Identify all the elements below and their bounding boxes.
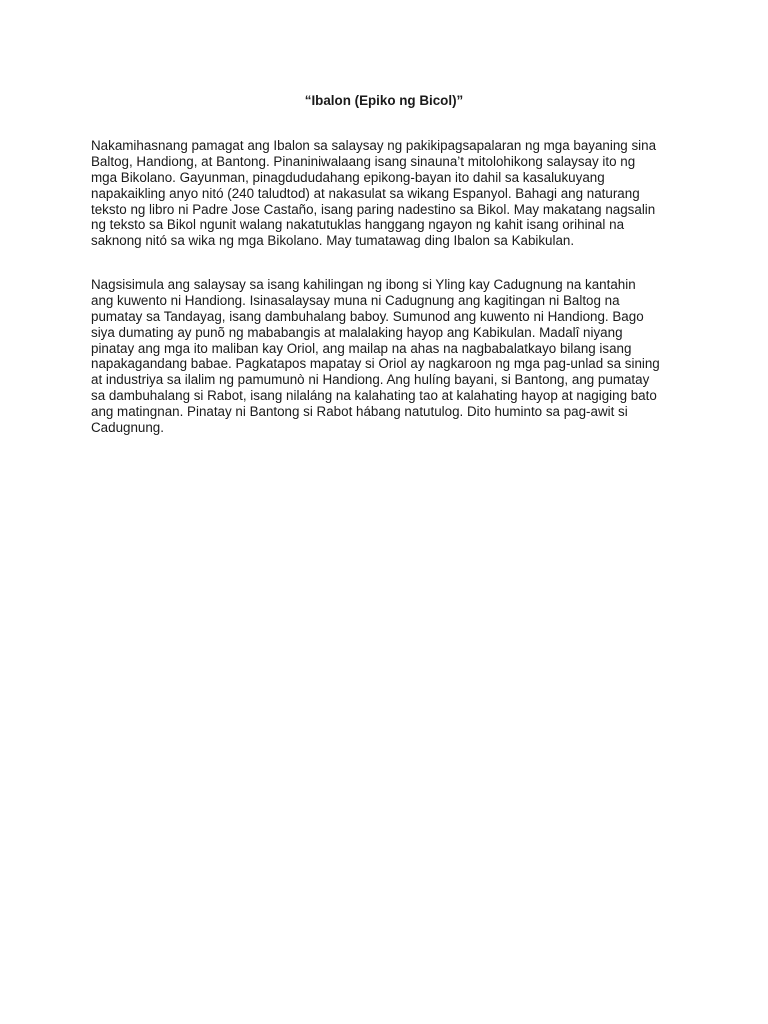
document-title: “Ibalon (Epiko ng Bicol)” — [304, 93, 464, 108]
paragraph-line: ang kuwento ni Handiong. Isinasalaysay muna ni Cadugnung ang kagitingan ni Baltog na — [91, 292, 620, 308]
paragraph-line: mga Bikolano. Gayunman, pinagdududahang epikong-bayan ito dahil sa kasalukuyang — [91, 169, 605, 185]
paragraph-line: pinatay ang mga ito maliban kay Oriol, ang mailap na ahas na nagbabalatkayo bilang isang — [91, 340, 632, 356]
paragraph-line: ang matingnan. Pinatay ni Bantong si Rabot hábang natutulog. Dito huminto sa pag-awit si — [91, 404, 628, 420]
paragraph-line: Nakamihasnang pamagat ang Ibalon sa salaysay ng pakikipagsapalaran ng mga bayaning sina — [91, 138, 657, 153]
paragraph-line: pumatay sa Tandayag, isang dambuhalang baboy. Sumunod ang kuwento ni Handiong. Bago — [91, 308, 644, 324]
paragraph-line: napakaikling anyo nitó (240 taludtod) at nakasulat sa wikang Espanyol. Bahagi ang naturang — [91, 185, 640, 201]
paragraph-line: at industriya sa ilalim ng pamumunò ni Handiong. Ang hulíng bayani, si Bantong, ang pumatay — [91, 372, 650, 388]
paragraph-line: sa dambuhalang si Rabot, isang nilaláng na kalahating tao at kalahating hayop at nagiging bato — [91, 388, 657, 404]
paragraph-line: Baltog, Handiong, at Bantong. Pinaniniwalaang isang sinauna’t mitolohikong salaysay ito ng — [91, 153, 636, 169]
paragraph-1 — [91, 138, 681, 249]
paragraph-2 — [91, 277, 681, 436]
paragraph-line: napakagandang babae. Pagkatapos mapatay si Oriol ay nagkaroon ng mga pag-unlad sa sining — [91, 356, 660, 372]
paragraph-line: siya dumating ay punõ ng mababangis at malalaking hayop ang Kabikulan. Madalî niyang — [91, 324, 623, 340]
paragraph-line: Cadugnung. — [91, 420, 164, 436]
paragraph-line: Nagsisimula ang salaysay sa isang kahilingan ng ibong si Yling kay Cadugnung na kantahin — [91, 277, 636, 292]
paragraph-line: saknong nitó sa wika ng mga Bikolano. May tumatawag ding Ibalon sa Kabikulan. — [91, 233, 575, 249]
paragraph-line: teksto ng libro ni Padre Jose Castaño, isang paring nadestino sa Bikol. May makatang nagsalin — [91, 201, 656, 217]
paragraph-line: ng teksto sa Bikol ngunit walang nakatutuklas hanggang ngayon ng kahit isang orihinal na — [91, 217, 625, 233]
